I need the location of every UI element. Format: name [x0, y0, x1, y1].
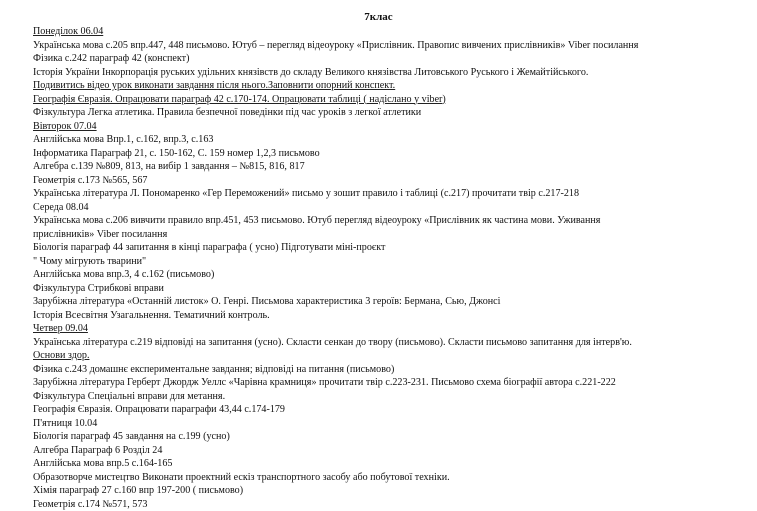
text-line: Географія Євразія. Опрацювати параграфи 43,44 с.174-179 [33, 404, 285, 415]
text-line: Алгебра с.139 №809, 813, на вибір 1 завдання – №815, 816, 817 [33, 161, 305, 172]
day-heading: Четвер 09.04 [33, 323, 88, 334]
text-line: Інформатика Параграф 21, с. 150-162, С. 159 номер 1,2,3 письмово [33, 147, 320, 159]
day-heading: Вівторок 07.04 [33, 120, 97, 132]
text-line: " Чому мігрують тварини" [33, 255, 147, 267]
text-line: Зарубіжна література «Останній листок» О. Генрі. Письмова характеристика 3 героїв: Бермана, Сью, Джонсі [33, 296, 501, 307]
text-line: Основи здор. [33, 350, 90, 361]
text-line: Українська мова с.206 вивчити правило впр.451, 453 письмово. Ютуб перегляд відеоуроку «Прислівник як частина мови. Уживання [33, 215, 601, 226]
text-line: прислівників» Viber посилання [33, 228, 168, 240]
day-heading: Понеділок 06.04 [33, 26, 104, 37]
text-line: Історія України Інкорпорація руських удільних князівств до складу Великого князівства Литовського Руського і Жемайтійського. [33, 66, 589, 78]
text-line: Геометрія с.174 №571, 573 [33, 498, 148, 510]
text-line: Англійська мова Впр.1, с.162, впр.3, с.163 [33, 134, 214, 145]
text-line: Біологія параграф 44 запитання в кінці параграфа ( усно) Підготувати міні-проєкт [33, 242, 386, 253]
text-line: Хімія параграф 27 с.160 впр 197-200 ( письмово) [33, 485, 244, 496]
document-title: 7клас [364, 11, 393, 23]
text-line: Біологія параграф 45 завдання на с.199 (усно) [33, 431, 230, 442]
text-line: Історія Всесвітня Узагальнення. Тематичний контроль. [33, 309, 270, 321]
text-line: Англійська мова впр.5 с.164-165 [33, 458, 173, 469]
text-line: Географія Євразія. Опрацювати параграф 42 с.170-174. Опрацювати таблиці ( надіслано у viber) [33, 93, 446, 105]
day-heading: Середа 08.04 [33, 201, 89, 213]
schedule-text [33, 25, 753, 511]
day-heading: П'ятниця 10.04 [33, 417, 98, 429]
text-line: Фізика с.243 домашнє експериментальне завдання; відповіді на питання (письмово) [33, 363, 395, 375]
text-line: Геометрія с.173 №565, 567 [33, 174, 148, 186]
text-line: Українська література с.219 відповіді на запитання (усно). Скласти сенкан до твору (письмово). Скласти письмово запитання для інтерв'ю. [33, 336, 632, 348]
text-line: Алгебра Параграф 6 Розділ 24 [33, 444, 163, 456]
text-line: Фізкультура Стрибкові вправи [33, 282, 164, 294]
text-line: Образотворче мистецтво Виконати проектний ескіз транспортного засобу або побутової техніки. [33, 471, 450, 483]
text-line: Англійська мова впр.3, 4 с.162 (письмово) [33, 269, 215, 280]
text-line: Фізкультура Спеціальні вправи для метання. [33, 390, 226, 402]
text-line: Фізкультура Легка атлетика. Правила безпечної поведінки під час уроків з легкої атлетики [33, 107, 422, 118]
text-line: Зарубіжна література Герберт Джордж Уеллс «Чарівна крамниця» прочитати твір с.223-231. Письмово схема біографії автора с.221-222 [33, 377, 616, 388]
text-line: Подивитись відео урок виконати завдання після нього.Заповнити опорний конспект. [33, 80, 396, 91]
text-line: Українська література Л. Пономаренко «Гер Переможений» письмо у зошит правило і таблиці (с.217) прочитати твір с.217-218 [33, 188, 580, 199]
text-line: Українська мова с.205 впр.447, 448 письмово. Ютуб – перегляд відеоуроку «Прислівник. Правопис вивчених прислівників» Viber посилання [33, 39, 639, 51]
text-line: Фізика с.242 параграф 42 (конспект) [33, 53, 190, 64]
